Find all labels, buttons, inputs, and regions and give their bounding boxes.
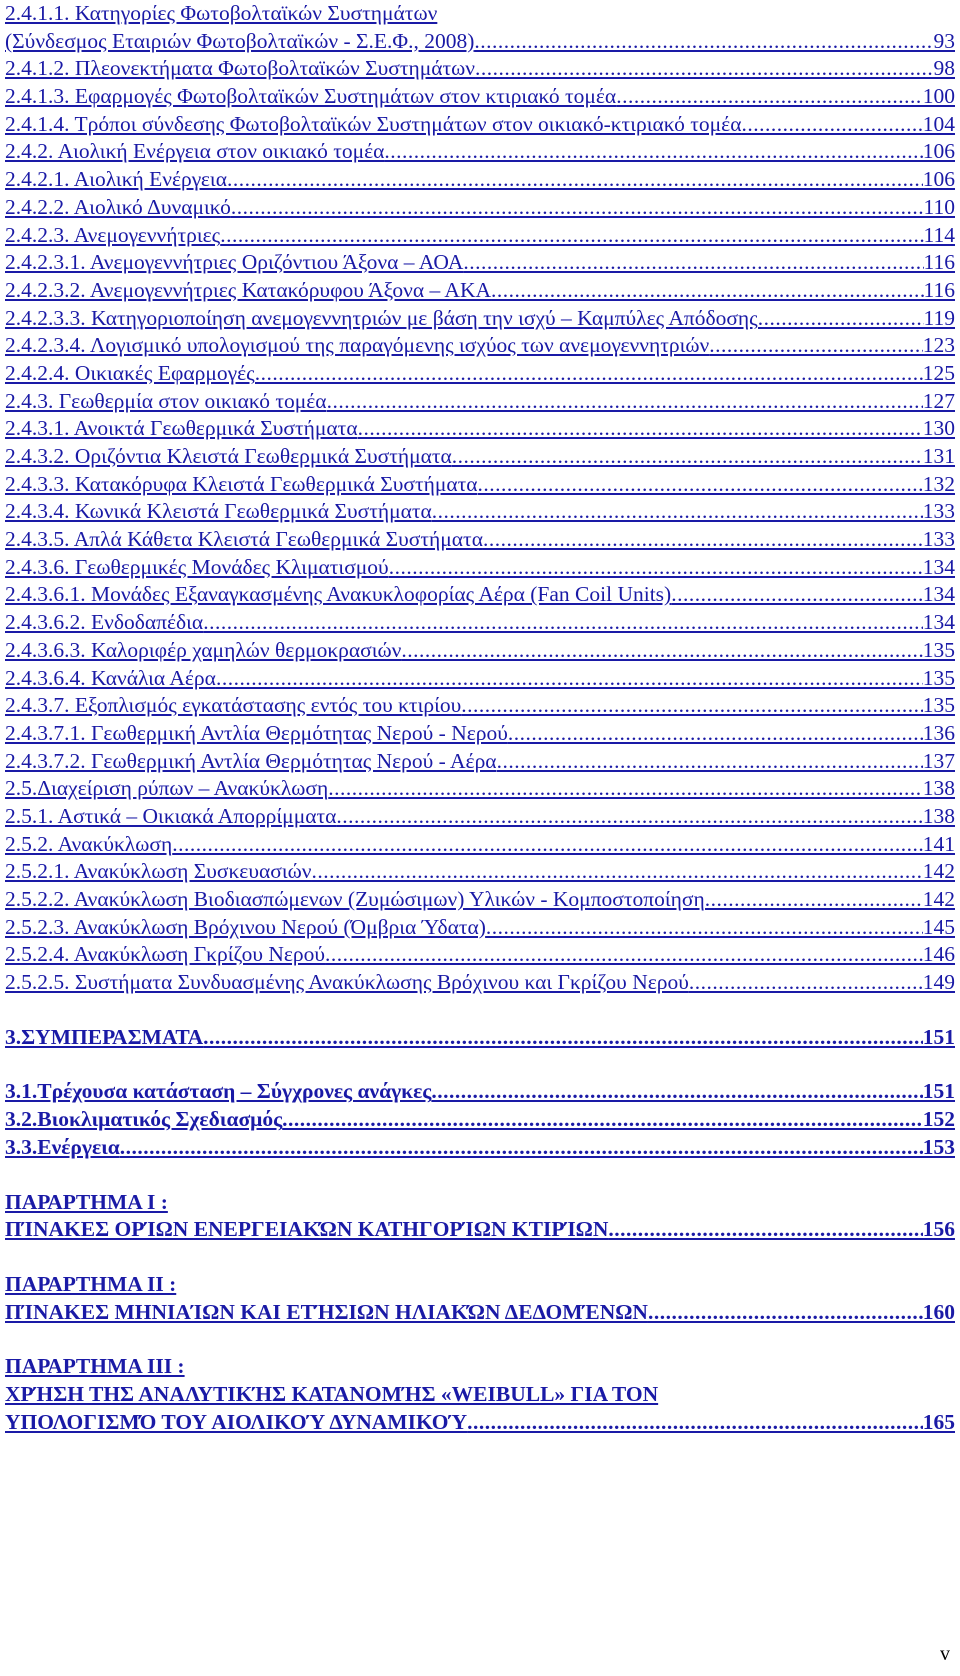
toc-entry-conclusions[interactable]	[5, 1024, 955, 1052]
toc-entry-page: 136	[922, 720, 955, 745]
toc-entry-title: 2.4.2.3. Ανεμογεννήτριες	[5, 222, 221, 247]
dot-leader	[203, 609, 923, 637]
toc-entry-title: ΠΊΝΑΚΕΣ ΜΗΝΙΑΊΩΝ ΚΑΙ ΕΤΉΣΙΩΝ ΗΛΙΑΚΏΝ ΔΕΔΟΜΈΝΩΝ	[5, 1299, 648, 1324]
toc-entry-title: ΠΊΝΑΚΕΣ ΟΡΊΩΝ ΕΝΕΡΓΕΙΑΚΏΝ ΚΑΤΗΓΟΡΊΩΝ ΚΤΙΡΊΩΝ	[5, 1217, 609, 1242]
toc-entry-title: 2.4.1.3. Εφαρμογές Φωτοβολταϊκών Συστημάτων στον κτιριακό τομέα	[5, 84, 617, 109]
toc-entry-title: 2.4.3.7. Εξοπλισμός εγκατάστασης εντός του κτιρίου	[5, 693, 462, 718]
toc-entry[interactable]	[5, 803, 955, 831]
toc-entry-title: 2.4.2.4. Οικιακές Εφαρμογές	[5, 360, 255, 385]
toc-entry[interactable]	[5, 914, 955, 942]
dot-leader	[328, 775, 922, 803]
toc-entry[interactable]	[5, 1078, 955, 1106]
toc-entry-page: 153	[922, 1134, 955, 1159]
toc-entry-page: 145	[922, 914, 955, 939]
dot-leader	[478, 471, 923, 499]
toc-entry-title: 2.5.2.1. Ανακύκλωση Συσκευασιών	[5, 859, 312, 884]
dot-leader	[203, 1024, 923, 1052]
dot-leader	[467, 1409, 923, 1437]
dot-leader	[483, 526, 923, 554]
toc-entry-page: 134	[922, 582, 955, 607]
toc-entry-title: (Σύνδεσμος Εταιριών Φωτοβολταϊκών - Σ.Ε.Φ., 2008)	[5, 28, 475, 53]
toc-entry-page: 151	[922, 1079, 955, 1104]
toc-entry-title: 2.5.1. Αστικά – Οικιακά Απορρίμματα	[5, 803, 337, 828]
toc-entry[interactable]	[5, 55, 955, 83]
spacer	[5, 1051, 955, 1078]
table-of-contents	[5, 0, 955, 1436]
toc-entry[interactable]	[5, 498, 955, 526]
toc-entry-page: 132	[922, 471, 955, 496]
toc-entry[interactable]	[5, 526, 955, 554]
dot-leader	[648, 1299, 923, 1327]
dot-leader	[508, 720, 923, 748]
toc-entry-title: 2.5.2. Ανακύκλωση	[5, 831, 173, 856]
toc-entry[interactable]	[5, 692, 955, 720]
toc-entry-page: 135	[922, 637, 955, 662]
toc-entry[interactable]	[5, 665, 955, 693]
dot-leader	[172, 831, 923, 859]
toc-entry-title: 2.4.3.6.2. Ενδοδαπέδια	[5, 610, 204, 635]
dot-leader	[705, 886, 923, 914]
toc-entry-title: ΥΠΟΛΟΓΙΣΜΌ ΤΟΥ ΑΙΟΛΙΚΟΎ ΔΥΝΑΜΙΚΟΎ	[5, 1409, 468, 1434]
toc-entry[interactable]	[5, 111, 955, 139]
toc-entry-page: 133	[922, 499, 955, 524]
dot-leader	[231, 194, 924, 222]
toc-entry[interactable]	[5, 609, 955, 637]
dot-leader	[474, 28, 933, 56]
toc-entry[interactable]	[5, 28, 955, 56]
dot-leader	[475, 55, 933, 83]
toc-entry[interactable]	[5, 222, 955, 250]
toc-entry-title: 2.5.2.3. Ανακύκλωση Βρόχινου Νερού (Όμβρια Ύδατα)	[5, 914, 486, 939]
toc-entry[interactable]	[5, 166, 955, 194]
appendix1-label[interactable]: ΠΑΡΑΡΤΗΜΑ I :	[5, 1189, 168, 1214]
toc-entry-page: 151	[922, 1024, 955, 1049]
toc-entry[interactable]	[5, 775, 955, 803]
toc-entry-page: 125	[922, 360, 955, 385]
dot-leader	[227, 166, 923, 194]
toc-entry-appendix3[interactable]	[5, 1409, 955, 1437]
toc-entry-title: 3.ΣΥΜΠΕΡΑΣΜΑΤΑ	[5, 1024, 204, 1049]
toc-entry-page: 131	[922, 444, 955, 468]
toc-entry[interactable]	[5, 831, 955, 859]
toc-entry-title: 2.4.3.4. Κωνικά Κλειστά Γεωθερμικά Συστήματα	[5, 499, 432, 524]
toc-entry[interactable]	[5, 858, 955, 886]
toc-entry[interactable]	[5, 305, 955, 333]
toc-entry-title: 3.2.Βιοκλιματικός Σχεδιασμός	[5, 1107, 283, 1132]
toc-entry-page: 104	[922, 111, 955, 136]
toc-entry-title: 2.4.3.2. Οριζόντια Κλειστά Γεωθερμικά Συστήματα	[5, 444, 452, 468]
toc-entry-page: 135	[922, 693, 955, 718]
toc-entry-page: 146	[922, 942, 955, 967]
dot-leader	[336, 803, 922, 831]
dot-leader	[497, 748, 923, 776]
dot-leader	[491, 277, 924, 305]
toc-entry[interactable]	[5, 138, 955, 166]
toc-entry-title: 2.4.3.7.2. Γεωθερμική Αντλία Θερμότητας Νερού - Αέρα	[5, 748, 497, 773]
toc-entry[interactable]	[5, 277, 955, 305]
spacer	[5, 1244, 955, 1271]
toc-heading-line1[interactable]: 2.4.1.1. Κατηγορίες Φωτοβολταϊκών Συστημάτων	[5, 1, 438, 25]
toc-entry-title: 2.4.1.2. Πλεονεκτήματα Φωτοβολταϊκών Συστημάτων	[5, 56, 476, 81]
toc-entry-page: 134	[922, 610, 955, 635]
toc-entry-page: 133	[922, 527, 955, 552]
toc-entry-title: 2.4.3. Γεωθερμία στον οικιακό τομέα	[5, 388, 327, 413]
toc-entry[interactable]	[5, 388, 955, 416]
toc-entry-title: 2.4.2.2. Αιολικό Δυναμικό	[5, 194, 231, 219]
toc-entry-page: 100	[922, 84, 955, 109]
toc-entry-page: 134	[922, 554, 955, 579]
toc-entry-page: 149	[922, 970, 955, 995]
appendix3-label[interactable]: ΠΑΡΑΡΤΗΜΑ III :	[5, 1354, 185, 1379]
page-number: v	[940, 1643, 950, 1665]
toc-entry[interactable]	[5, 969, 955, 997]
dot-leader	[758, 305, 924, 333]
toc-entry-page: 106	[922, 139, 955, 164]
dot-leader	[389, 554, 923, 582]
toc-entry[interactable]	[5, 194, 955, 222]
toc-entry-page: 116	[923, 277, 955, 302]
toc-entry-page: 165	[922, 1409, 955, 1434]
toc-entry-title: 2.4.2.1. Αιολική Ενέργεια	[5, 167, 227, 192]
toc-entry-title: 2.5.2.5. Συστήματα Συνδυασμένης Ανακύκλωσης Βρόχινου και Γκρίζου Νερού	[5, 970, 689, 995]
toc-entry-page: 137	[922, 748, 955, 773]
toc-entry-appendix1[interactable]	[5, 1216, 955, 1244]
toc-entry-page: 106	[922, 167, 955, 192]
toc-entry-title: 2.4.3.5. Απλά Κάθετα Κλειστά Γεωθερμικά Συστήματα	[5, 527, 483, 552]
toc-entry[interactable]	[5, 720, 955, 748]
toc-entry[interactable]	[5, 332, 955, 360]
toc-entry[interactable]	[5, 249, 955, 277]
toc-entry-page: 142	[922, 859, 955, 884]
toc-entry-page: 130	[922, 416, 955, 441]
toc-entry[interactable]	[5, 554, 955, 582]
dot-leader	[327, 388, 923, 416]
toc-entry-title: 2.4.3.6.4. Κανάλια Αέρα	[5, 665, 216, 690]
dot-leader	[311, 858, 922, 886]
toc-entry[interactable]	[5, 1106, 955, 1134]
toc-entry[interactable]	[5, 941, 955, 969]
toc-entry-title: 2.4.2.3.2. Ανεμογεννήτριες Κατακόρυφου Άξονα – ΑΚΑ	[5, 277, 492, 302]
toc-entry-page: 138	[922, 803, 955, 828]
toc-entry[interactable]	[5, 83, 955, 111]
toc-entry-page: 114	[923, 222, 955, 247]
toc-entry-page: 138	[922, 776, 955, 801]
dot-leader	[608, 1216, 922, 1244]
spacer	[5, 1326, 955, 1353]
toc-entry[interactable]	[5, 360, 955, 388]
toc-entry-appendix2[interactable]	[5, 1299, 955, 1327]
toc-conclusion-list	[5, 1078, 955, 1161]
toc-entry-title: 2.4.2.3.4. Λογισμικό υπολογισμού της παραγόμενης ισχύος των ανεμογεννητριών	[5, 333, 710, 358]
toc-entry-page: 152	[922, 1107, 955, 1132]
toc-entry-list	[5, 55, 955, 996]
dot-leader	[120, 1134, 923, 1162]
toc-entry-title: 2.4.2.3.3. Κατηγοριοποίηση ανεμογεννητριών με βάση την ισχύ – Καμπύλες Απόδοσης	[5, 305, 758, 330]
toc-entry-title: 2.5.Διαχείριση ρύπων – Ανακύκλωση	[5, 776, 329, 801]
toc-entry-title: 3.3.Ενέργεια	[5, 1134, 120, 1159]
dot-leader	[741, 111, 922, 139]
toc-entry-title: 2.4.3.3. Κατακόρυφα Κλειστά Γεωθερμικά Συστήματα	[5, 471, 478, 496]
toc-entry-title: 2.4.2.3.1. Ανεμογεννήτριες Οριζόντιου Άξονα – ΑΟΑ	[5, 250, 464, 275]
toc-entry[interactable]	[5, 471, 955, 499]
toc-entry-page: 110	[923, 194, 955, 219]
toc-entry-title: 2.4.3.6.1. Μονάδες Εξαναγκασμένης Ανακυκλοφορίας Αέρα (Fan Coil Units)	[5, 582, 672, 607]
toc-entry[interactable]	[5, 415, 955, 443]
toc-entry-title: 2.4.3.6.3. Καλοριφέρ χαμηλών θερμοκρασιών	[5, 637, 402, 662]
toc-entry-page: 93	[933, 28, 955, 53]
spacer	[5, 997, 955, 1024]
dot-leader	[432, 498, 923, 526]
dot-leader	[616, 83, 923, 111]
toc-entry-title: 2.4.1.4. Τρόποι σύνδεσης Φωτοβολταϊκών Συστημάτων στον οικιακό-κτιριακό τομέα	[5, 111, 742, 136]
toc-entry[interactable]	[5, 1134, 955, 1162]
toc-entry[interactable]	[5, 748, 955, 776]
dot-leader	[486, 914, 923, 942]
toc-entry[interactable]	[5, 637, 955, 665]
dot-leader	[358, 415, 923, 443]
toc-entry-title: 2.4.2. Αιολική Ενέργεια στον οικιακό τομέα	[5, 139, 385, 164]
dot-leader	[452, 443, 923, 471]
toc-entry-title: 2.4.3.7.1. Γεωθερμική Αντλία Θερμότητας Νερού - Νερού	[5, 720, 508, 745]
dot-leader	[431, 1078, 922, 1106]
toc-entry[interactable]	[5, 886, 955, 914]
toc-entry-title: 2.4.3.6. Γεωθερμικές Μονάδες Κλιματισμού	[5, 554, 389, 579]
dot-leader	[709, 332, 923, 360]
dot-leader	[220, 222, 923, 250]
dot-leader	[325, 941, 923, 969]
dot-leader	[689, 969, 923, 997]
toc-entry-page: 119	[923, 305, 955, 330]
toc-entry-title: 2.4.3.1. Ανοικτά Γεωθερμικά Συστήματα	[5, 416, 358, 441]
dot-leader	[282, 1106, 923, 1134]
toc-entry-page: 156	[922, 1217, 955, 1242]
dot-leader	[461, 692, 922, 720]
toc-entry-page: 127	[922, 388, 955, 413]
appendix3-title-line1[interactable]: ΧΡΉΣΗ ΤΗΣ ΑΝΑΛΥΤΙΚΉΣ ΚΑΤΑΝΟΜΉΣ «WEIBULL» ΓΙΑ ΤΟΝ	[5, 1381, 659, 1406]
toc-entry-title: 3.1.Τρέχουσα κατάσταση – Σύγχρονες ανάγκες	[5, 1079, 432, 1104]
dot-leader	[384, 138, 922, 166]
toc-entry[interactable]	[5, 581, 955, 609]
dot-leader	[401, 637, 922, 665]
toc-entry-title: 2.5.2.2. Ανακύκλωση Βιοδιασπώμενων (Ζυμώσιμων) Υλικών - Κομποστοποίηση	[5, 887, 705, 911]
toc-entry-page: 98	[933, 56, 955, 81]
toc-entry-page: 141	[922, 831, 955, 856]
spacer	[5, 1162, 955, 1189]
dot-leader	[216, 665, 923, 693]
dot-leader	[463, 249, 923, 277]
toc-entry-page: 135	[922, 665, 955, 690]
dot-leader	[255, 360, 923, 388]
toc-entry[interactable]	[5, 443, 955, 471]
toc-entry-page: 160	[922, 1299, 955, 1324]
toc-entry-title: 2.5.2.4. Ανακύκλωση Γκρίζου Νερού	[5, 942, 326, 967]
appendix2-label[interactable]: ΠΑΡΑΡΤΗΜΑ II :	[5, 1271, 177, 1296]
dot-leader	[671, 581, 923, 609]
toc-entry-page: 142	[922, 887, 955, 911]
toc-entry-page: 116	[923, 250, 955, 275]
toc-entry-page: 123	[922, 333, 955, 358]
